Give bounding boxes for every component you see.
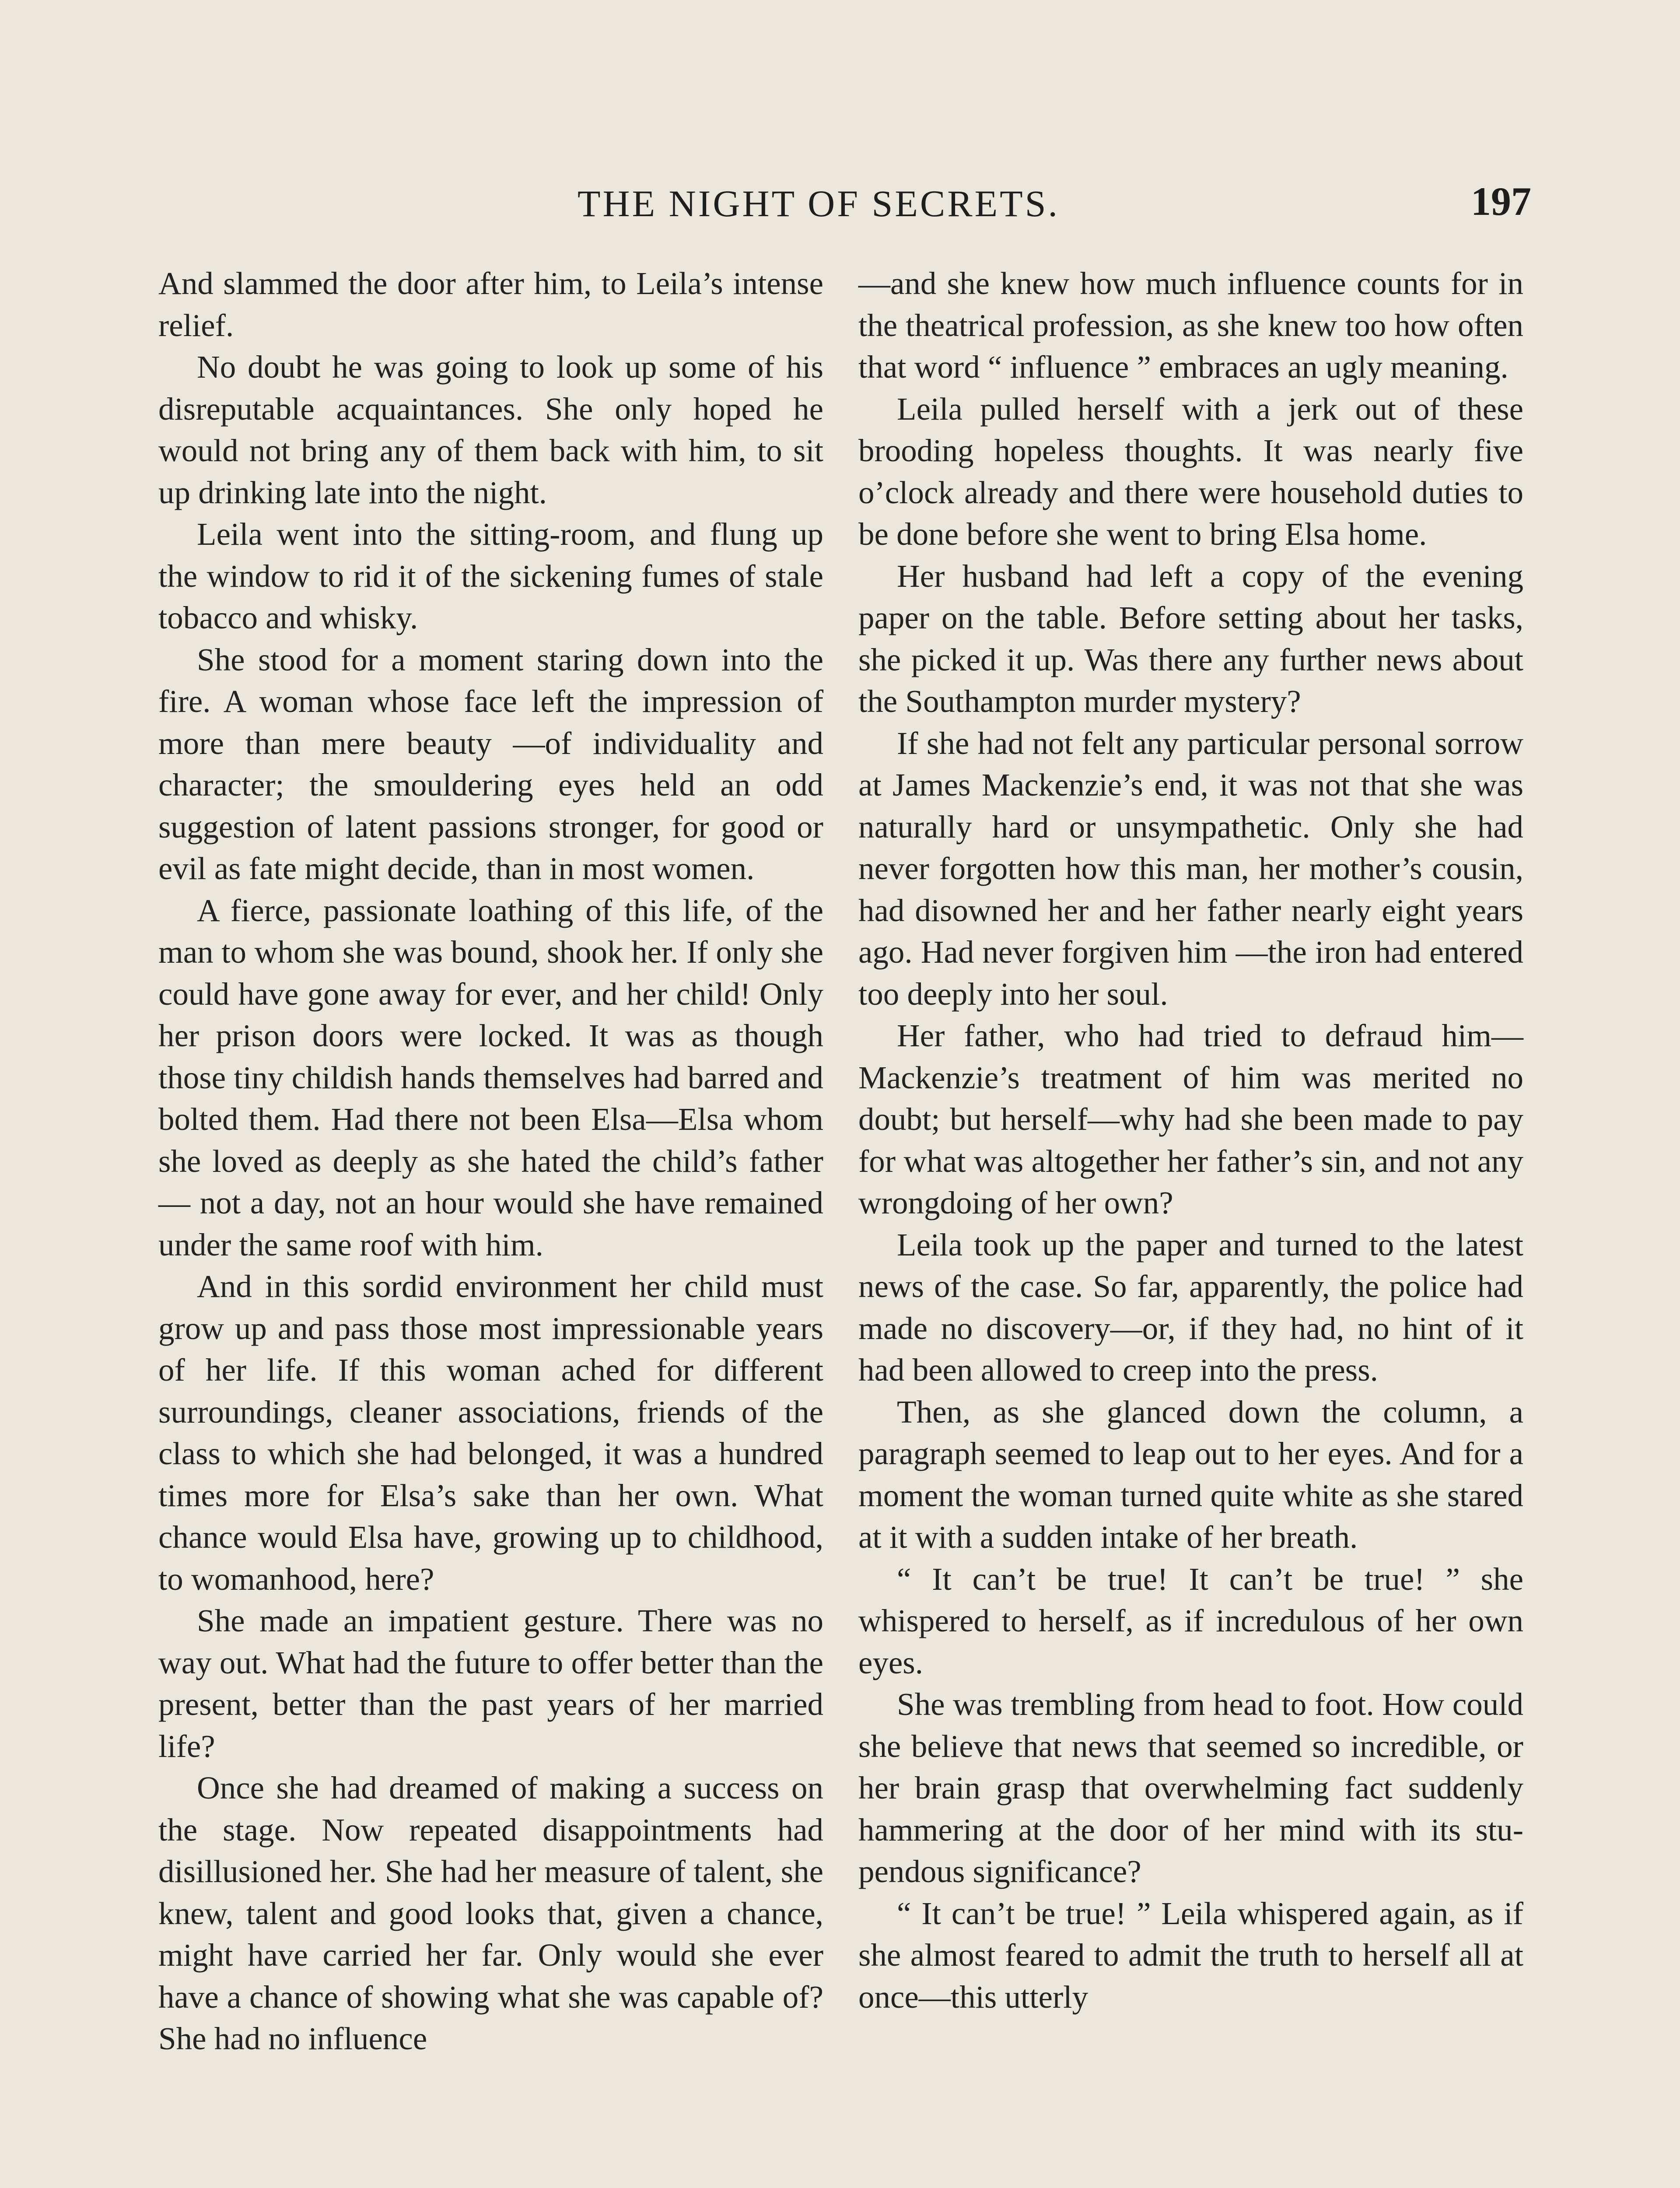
paragraph: She was trembling from head to foot. How could she believe that news that seemed so incredible, or her brain grasp that overwhelming fact suddenly hammering at the door of her mind with its stupendous significance?	[858, 1687, 1523, 1889]
paragraph: And in this sordid environment her child must grow up and pass those most impressionable years of her life. If this woman ached for different surroundings, cleaner associations, friends of the class to which she had belonged, it was a hundred times more for Elsa’s sake than her own. What chance would Elsa have, growing up to childhood, to womanhood, here?	[158, 1269, 823, 1597]
paragraph: Then, as she glanced down the column, a paragraph seemed to leap out to her eyes. And for a moment the woman turned quite white as she stared at it with a sudden intake of her breath.	[858, 1394, 1523, 1555]
running-title: THE NIGHT OF SECRETS.	[578, 182, 1060, 224]
paragraph: A fierce, passionate loathing of this life, of the man to whom she was bound, shook her. If only she could have gone away for ever, and her child! Only her prison doors were locked. It was as though those tiny childish hands themselves had barred and bolted them. Had there not been Elsa—Elsa whom she loved as deeply as she hated the child’s father— not a day, not an hour would she have remained under the same roof with him.	[158, 892, 823, 1262]
paragraph: She stood for a moment staring down into the fire. A woman whose face left the impression of more than mere beauty —of individuality and character; the smouldering eyes held an odd suggestion of latent passions stronger, for good or evil as fate might decide, than in most women.	[158, 642, 823, 886]
paragraph: Leila pulled herself with a jerk out of these brooding hopeless thoughts. It was nearly five o’clock already and there were household duties to be done before she went to bring Elsa home.	[858, 391, 1523, 552]
paragraph: Once she had dreamed of making a success on the stage. Now repeated disappointments had disillusioned her. She had her measure of talent, she knew, talent and good looks that, given a chance, might have carried her far. Only would she ever have a chance of showing what she was capable of? She had no influence	[158, 1770, 823, 2056]
paragraph: And slammed the door after him, to Leila’s intense relief.	[158, 266, 823, 343]
paragraph: Leila went into the sitting-room, and flung up the window to rid it of the sickening fumes of stale tobacco and whisky.	[158, 516, 823, 635]
paragraph: —and she knew how much influence counts for in the theatrical profession, as she knew too how often that word “ influence ” embraces an ugly meaning.	[858, 266, 1523, 385]
paragraph: “ It can’t be true! ” Leila whispered again, as if she almost feared to admit the truth to herself all at once—this utterly	[858, 1895, 1523, 2015]
running-head	[569, 179, 1531, 234]
paragraph: Her father, who had tried to defraud him—Mackenzie’s treatment of him was merited no doubt; but herself—why had she been made to pay for what was altogether her father’s sin, and not any wrongdoing of her own?	[858, 1018, 1523, 1220]
paragraph: She made an impatient gesture. There was no way out. What had the future to offer better than the present, better than the past years of her married life?	[158, 1603, 823, 1764]
left-column	[158, 263, 823, 2060]
paragraph: Leila took up the paper and turned to the latest news of the case. So far, apparently, the police had made no discovery—or, if they had, no hint of it had been allowed to creep into the press.	[858, 1227, 1523, 1388]
page-number: 197	[1471, 179, 1531, 224]
paragraph: If she had not felt any particular personal sorrow at James Mackenzie’s end, it was not that she was naturally hard or unsympathetic. Only she had never forgotten how this man, her mother’s cousin, had disowned her and her father nearly eight years ago. Had never forgiven him —the iron had entered too deeply into her soul.	[858, 725, 1523, 1012]
right-column	[858, 263, 1523, 2018]
paragraph: No doubt he was going to look up some of his disreputable acquaintances. She only hoped he would not bring any of them back with him, to sit up drinking late into the night.	[158, 349, 823, 510]
paragraph: Her husband had left a copy of the evening paper on the table. Before setting about her tasks, she picked it up. Was there any further news about the Southampton murder mystery?	[858, 558, 1523, 719]
paragraph: “ It can’t be true! It can’t be true! ” she whispered to herself, as if incredulous of her own eyes.	[858, 1561, 1523, 1680]
